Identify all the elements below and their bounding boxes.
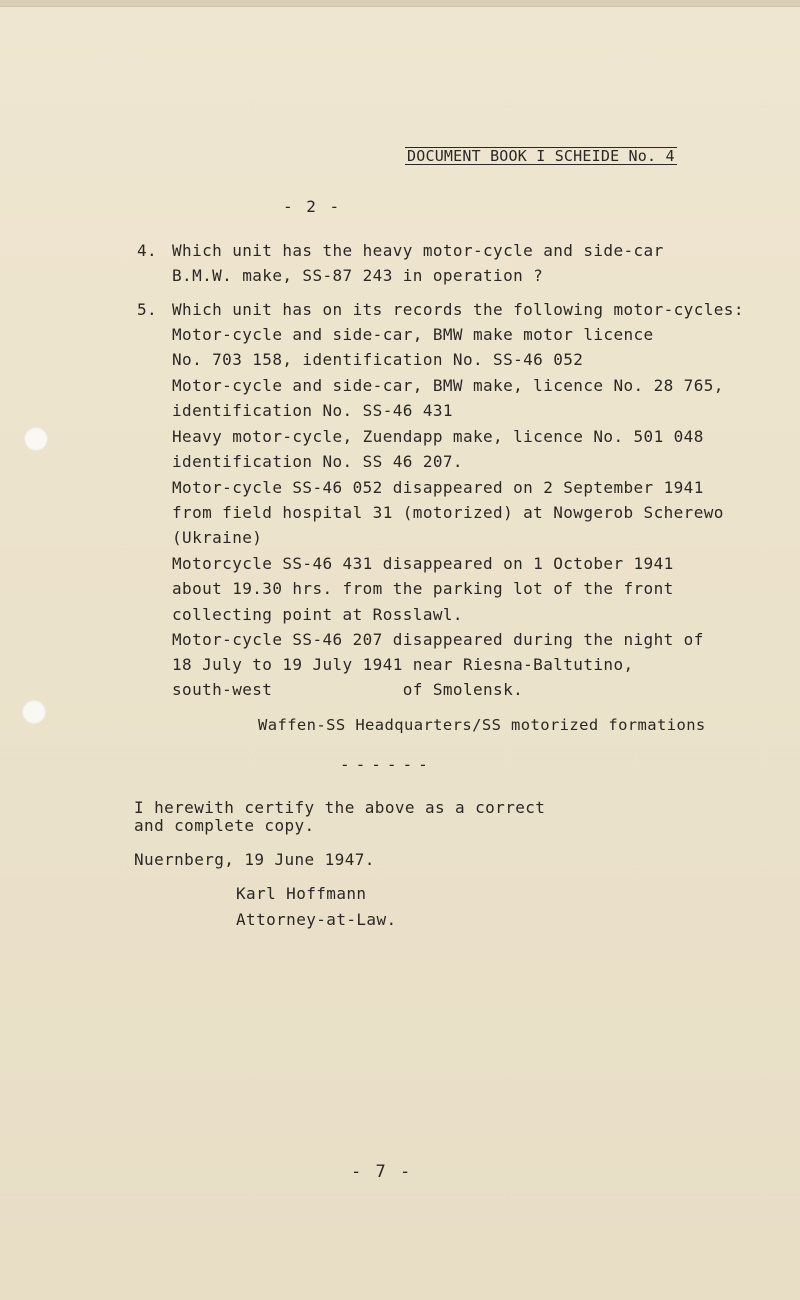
signature-unit: Waffen-SS Headquarters/SS motorized formations xyxy=(258,716,706,734)
item-line: identification No. SS 46 207. xyxy=(172,452,463,471)
item-line: from field hospital 31 (motorized) at Nowgerob Scherewo xyxy=(172,503,724,522)
punch-hole xyxy=(22,700,46,724)
item-line: (Ukraine) xyxy=(172,528,263,547)
item-line: south-west of Smolensk. xyxy=(172,680,524,699)
item-number: 5. xyxy=(137,300,158,319)
page-marker: - 2 - xyxy=(283,197,342,216)
separator: ------ xyxy=(340,755,434,774)
place-date: Nuernberg, 19 June 1947. xyxy=(134,850,375,869)
certification-line: and complete copy. xyxy=(134,816,315,835)
item-line: identification No. SS-46 431 xyxy=(172,401,453,420)
item-line: collecting point at Rosslawl. xyxy=(172,605,463,624)
item-line: B.M.W. make, SS-87 243 in operation ? xyxy=(172,266,544,285)
item-line: Motor-cycle and side-car, BMW make, licence No. 28 765, xyxy=(172,376,724,395)
item-line: 18 July to 19 July 1941 near Riesna-Baltutino, xyxy=(172,655,634,674)
item-line: Motorcycle SS-46 431 disappeared on 1 October 1941 xyxy=(172,554,674,573)
signatory-title: Attorney-at-Law. xyxy=(236,910,397,929)
item-line: about 19.30 hrs. from the parking lot of the front xyxy=(172,579,674,598)
item-number: 4. xyxy=(137,241,158,260)
document-reference: DOCUMENT BOOK I SCHEIDE No. 4 xyxy=(407,147,675,165)
item-line: Motor-cycle SS-46 052 disappeared on 2 September 1941 xyxy=(172,478,704,497)
item-line: Which unit has on its records the following motor-cycles: xyxy=(172,300,744,319)
certification-line: I herewith certify the above as a correct xyxy=(134,798,546,817)
signatory-name: Karl Hoffmann xyxy=(236,884,367,903)
item-line: Motor-cycle and side-car, BMW make motor licence xyxy=(172,325,654,344)
item-line: Which unit has the heavy motor-cycle and side-car xyxy=(172,241,664,260)
page-top-edge xyxy=(0,0,800,7)
item-line: Motor-cycle SS-46 207 disappeared during the night of xyxy=(172,630,704,649)
punch-hole xyxy=(24,427,48,451)
item-line: Heavy motor-cycle, Zuendapp make, licence No. 501 048 xyxy=(172,427,704,446)
footer-page-number: - 7 - xyxy=(351,1162,413,1182)
item-line: No. 703 158, identification No. SS-46 052 xyxy=(172,350,584,369)
